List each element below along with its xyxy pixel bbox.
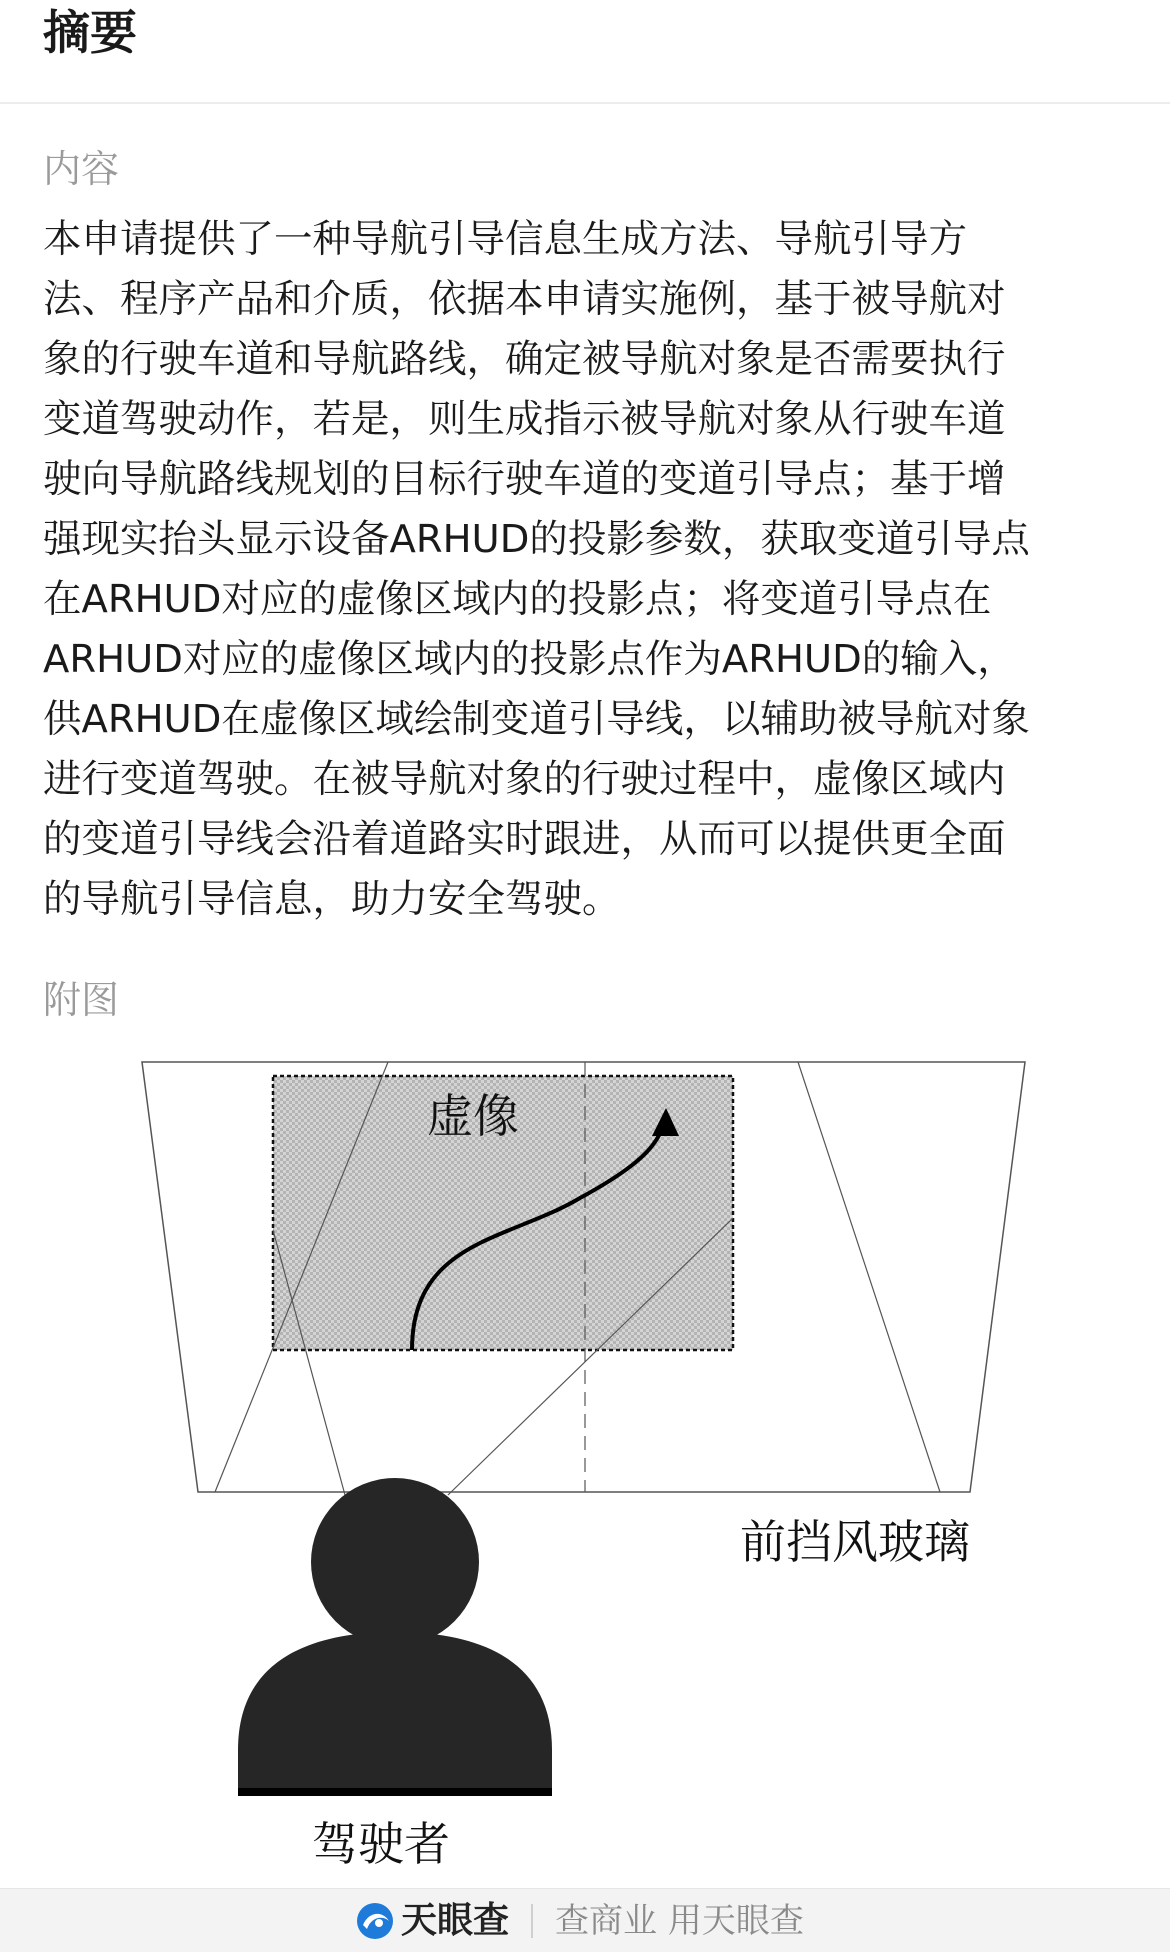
driver-label: 驾驶者: [312, 1817, 450, 1871]
content-section-label: 内容: [43, 147, 120, 191]
windshield-label: 前挡风玻璃: [740, 1515, 970, 1569]
page-header: [0, 0, 1170, 104]
footer-slogan: 查商业 用天眼查: [555, 1901, 804, 1941]
abstract-text: 本申请提供了一种导航引导信息生成方法、导航引导方 法、程序产品和介质，依据本申请实施例，基于被导航对 象的行驶车道和导航路线，确定被导航对象是否需要执行 变道驾驶动作，若是，则生成指示被导航对象从行驶车道 驶向导航路线规划的目标行驶车道的变道引导点；基于增 强现实抬头显示设备ARHUD的投影参数，获取变道引导点 在ARHUD对应的虚像区域内的投影点；将变道引导点在 ARHUD对应的虚像区域内的投影点作为ARHUD的输入， 供ARHUD在虚像区域绘制变道引导线，以辅助被导航对象 进行变道驾驶。在被导航对象的行驶过程中，虚像区域内 的变道引导线会沿着道路实时跟进，从而可以提供更全面 的导航引导信息，助力安全驾驶。: [43, 217, 1030, 922]
hud-diagram: [130, 1050, 1060, 1890]
driver-body: [238, 1632, 552, 1792]
footer-brand: 天眼查: [401, 1900, 510, 1941]
patent-figure: [130, 1050, 1060, 1890]
lane-line-right: [798, 1062, 940, 1492]
driver-base: [238, 1788, 552, 1796]
footer-divider: [531, 1904, 533, 1938]
tianyancha-logo-icon: [355, 1901, 395, 1941]
footer-bar: [0, 1888, 1170, 1952]
page-title: 摘要: [43, 6, 137, 61]
driver-head: [311, 1478, 479, 1646]
virtual-image-label: 虚像: [427, 1089, 519, 1143]
footer-brand-group[interactable]: [355, 1897, 804, 1945]
figure-section-label: 附图: [43, 978, 120, 1022]
